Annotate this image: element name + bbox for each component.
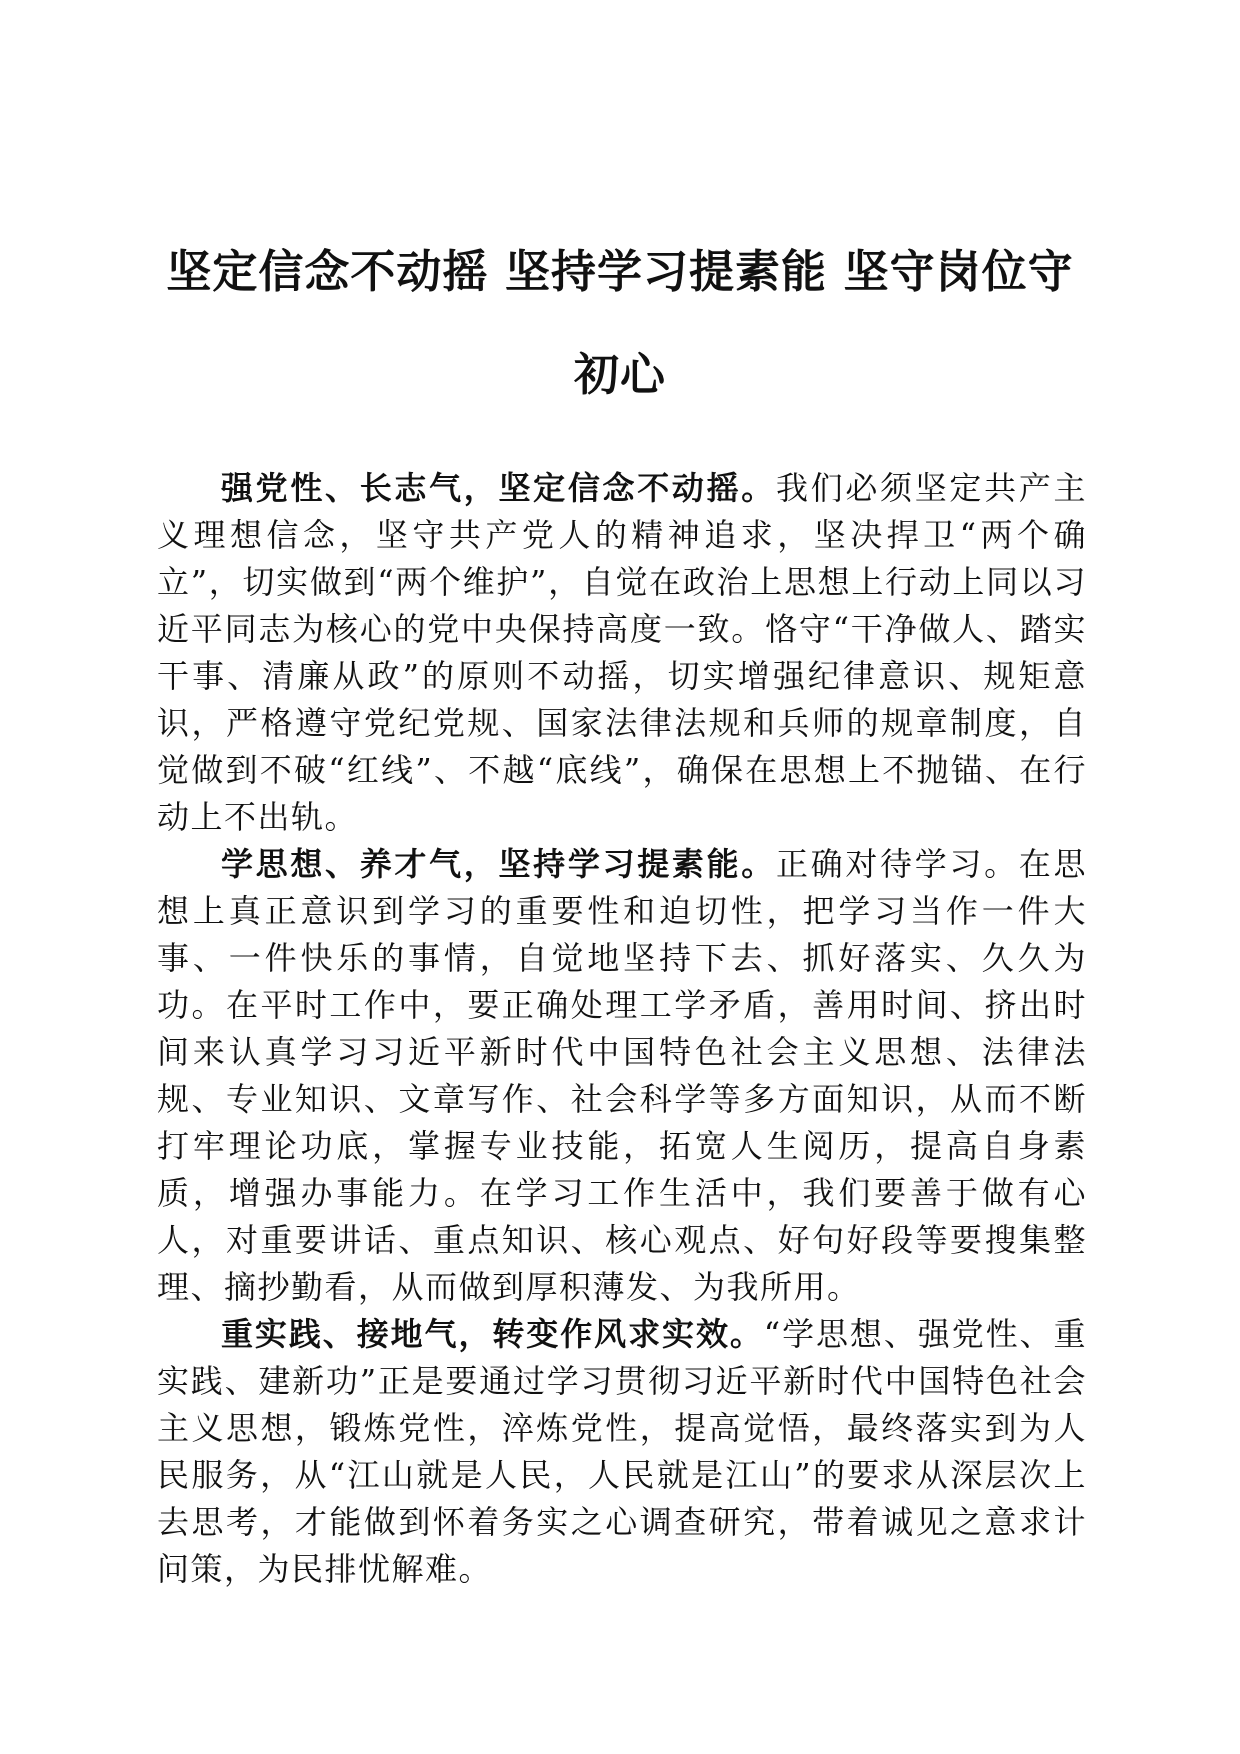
paragraph-3-lead: 重实践、接地气，转变作风求实效。 bbox=[221, 1315, 764, 1353]
document-title: 坚定信念不动摇 坚持学习提素能 坚守岗位守初心 bbox=[166, 245, 1074, 401]
paragraph-3-text: “学思想、强党性、重实践、建新功”正是要通过学习贯彻习近平新时代中国特色社会主义思想，锻炼党性，淬炼党性，提高觉悟，最终落实到为人民服务，从“江山就是人民，人民就是江山”的要求从深层次上去思考，才能做到怀着务实之心调查研究，带着诚见之意求计问策，为民排忧解难。 bbox=[157, 1315, 1087, 1588]
paragraph-3 bbox=[157, 1311, 1087, 1593]
paragraph-2-lead: 学思想、养才气，坚持学习提素能。 bbox=[221, 845, 776, 883]
paragraph-2 bbox=[157, 841, 1087, 1311]
paragraph-1-lead: 强党性、长志气，坚定信念不动摇。 bbox=[221, 469, 776, 507]
paragraph-2-text: 正确对待学习。在思想上真正意识到学习的重要性和迫切性，把学习当作一件大事、一件快乐的事情，自觉地坚持下去、抓好落实、久久为功。在平时工作中，要正确处理工学矛盾，善用时间、挤出时间来认真学习习近平新时代中国特色社会主义思想、法律法规、专业知识、文章写作、社会科学等多方面知识，从而不断打牢理论功底，掌握专业技能，拓宽人生阅历，提高自身素质，增强办事能力。在学习工作生活中，我们要善于做有心人，对重要讲话、重点知识、核心观点、好句好段等要搜集整理、摘抄勤看，从而做到厚积薄发、为我所用。 bbox=[157, 845, 1087, 1306]
paragraph-1 bbox=[157, 465, 1087, 841]
document-body bbox=[157, 465, 1087, 1593]
paragraph-1-text: 我们必须坚定共产主义理想信念，坚守共产党人的精神追求，坚决捍卫“两个确立”，切实做到“两个维护”，自觉在政治上思想上行动上同以习近平同志为核心的党中央保持高度一致。恪守“干净做人、踏实干事、清廉从政”的原则不动摇，切实增强纪律意识、规矩意识，严格遵守党纪党规、国家法律法规和兵师的规章制度，自觉做到不破“红线”、不越“底线”，确保在思想上不抛锚、在行动上不出轨。 bbox=[157, 469, 1087, 836]
